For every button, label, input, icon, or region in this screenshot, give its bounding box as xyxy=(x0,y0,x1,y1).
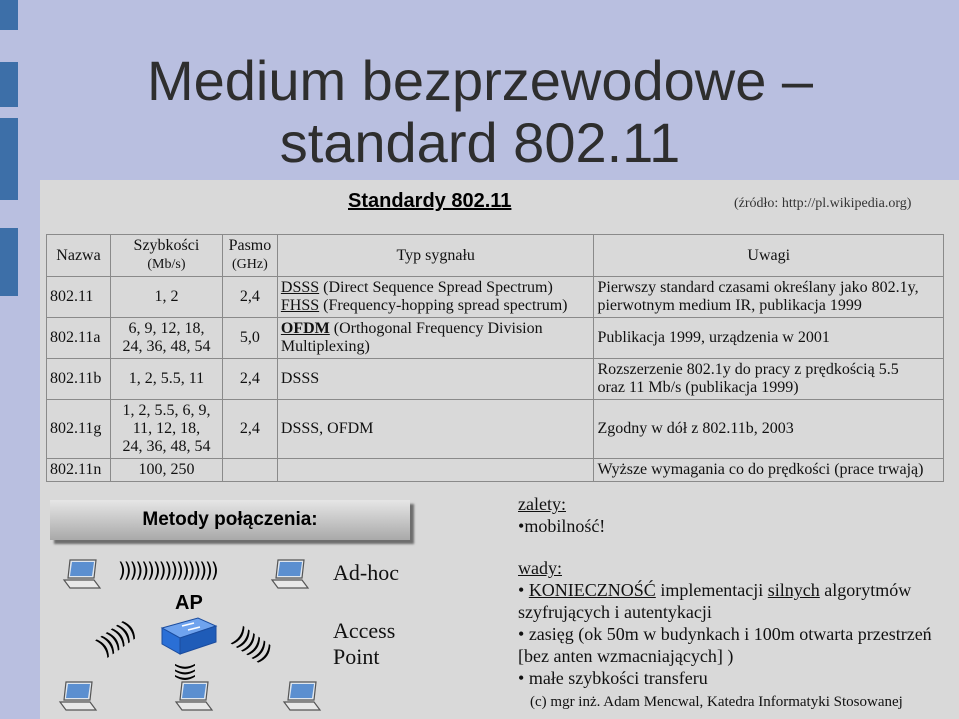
edge-bar-3 xyxy=(0,118,18,200)
speed-line: 24, 36, 48, 54 xyxy=(122,338,211,355)
laptop-icon xyxy=(58,680,98,714)
bullet-icon: • xyxy=(518,580,525,600)
cell-signal xyxy=(277,318,594,359)
list-item-continuation: szyfrujących i autentykacji xyxy=(518,602,712,622)
list-item-text: zasięg (ok 50m w budynkach i 100m otwarta przestrzeń xyxy=(524,624,932,644)
signal-abbr: OFDM xyxy=(280,320,330,337)
table-row xyxy=(47,459,944,482)
ap-waves-middle: ))) xyxy=(171,662,197,679)
speed-line: 1, 2, 5.5, 6, 9, xyxy=(122,402,211,419)
ap-waves-left: )))))) xyxy=(91,616,139,662)
header-notes: Uwagi xyxy=(594,235,944,277)
cell-band: 2,4 xyxy=(222,359,277,400)
speed-line: 11, 12, 18, xyxy=(132,420,201,437)
list-item xyxy=(518,667,932,689)
table-row xyxy=(47,318,944,359)
cell-speed xyxy=(110,400,222,459)
slide-title-line-2: standard 802.11 xyxy=(279,111,681,174)
table-header-row xyxy=(47,235,944,277)
edge-bar-1 xyxy=(0,0,18,30)
signal-text: Multiplexing) xyxy=(280,338,370,355)
note-line: oraz 11 Mb/s (publikacja 1999) xyxy=(597,379,799,396)
signal-text: (Frequency-hopping spread spectrum) xyxy=(319,297,568,314)
cell-speed: 1, 2, 5.5, 11 xyxy=(110,359,222,400)
cell-band: 2,4 xyxy=(222,400,277,459)
signal-abbr: FHSS xyxy=(280,297,320,314)
list-item xyxy=(518,515,605,537)
table-row xyxy=(47,359,944,400)
cell-name: 802.11b xyxy=(47,359,111,400)
adhoc-waves: ))))))))))))))))) xyxy=(118,558,217,582)
cell-name: 802.11g xyxy=(47,400,111,459)
mode-adhoc: Ad-hoc xyxy=(333,560,399,585)
header-signal: Typ sygnału xyxy=(277,235,594,277)
list-item-text: algorytmów xyxy=(819,580,912,600)
cell-band: 2,4 xyxy=(222,277,277,318)
table-row xyxy=(47,277,944,318)
advantages-block xyxy=(518,493,605,537)
disadvantages-block xyxy=(518,557,932,689)
header-speed-line-2: (Mb/s) xyxy=(147,257,186,272)
cell-notes: Zgodny w dół z 802.11b, 2003 xyxy=(594,400,944,459)
laptop-icon xyxy=(282,680,322,714)
cell-speed xyxy=(110,318,222,359)
signal-abbr: DSSS xyxy=(280,279,320,296)
cell-speed: 1, 2 xyxy=(110,277,222,318)
ap-waves-right: )))))) xyxy=(227,621,275,667)
list-item xyxy=(518,623,932,645)
cell-notes xyxy=(594,359,944,400)
cell-notes xyxy=(594,277,944,318)
list-item xyxy=(518,579,932,601)
list-item-emphasis: silnych xyxy=(767,580,820,600)
router-icon xyxy=(158,612,218,658)
note-line: pierwotnym medium IR, publikacja 1999 xyxy=(597,297,862,314)
mode-access-point xyxy=(333,618,395,670)
cell-speed: 100, 250 xyxy=(110,459,222,482)
header-band-line-2: (GHz) xyxy=(232,257,268,272)
bullet-icon: • xyxy=(518,516,525,536)
header-band xyxy=(222,235,277,277)
list-item-text: implementacji xyxy=(655,580,768,600)
cell-signal xyxy=(277,277,594,318)
mode-ap-line-2: Point xyxy=(333,644,380,669)
edge-bar-4 xyxy=(0,228,18,296)
slide-title xyxy=(40,50,920,174)
source-note: (źródło: http://pl.wikipedia.org) xyxy=(734,196,912,211)
laptop-icon xyxy=(174,680,214,714)
standards-table xyxy=(46,234,944,482)
list-item-text: mobilność! xyxy=(524,516,606,536)
advantages-heading: zalety: xyxy=(518,494,566,514)
header-band-line-1: Pasmo xyxy=(228,237,272,254)
signal-text: (Direct Sequence Spread Spectrum) xyxy=(319,279,553,296)
header-speed-line-1: Szybkości xyxy=(133,237,200,254)
laptop-icon xyxy=(62,558,102,592)
bullet-icon: • xyxy=(518,668,525,688)
header-name: Nazwa xyxy=(47,235,111,277)
note-line: Pierwszy standard czasami określany jako 802.1y, xyxy=(597,279,919,296)
cell-signal: DSSS xyxy=(277,359,594,400)
methods-label: Metody połączenia: xyxy=(50,500,410,540)
cell-name: 802.11n xyxy=(47,459,111,482)
list-item-text: małe szybkości transferu xyxy=(524,668,708,688)
list-item-emphasis: KONIECZNOŚĆ xyxy=(528,580,656,600)
mode-ap-line-1: Access xyxy=(333,618,396,643)
header-speed xyxy=(110,235,222,277)
panel-heading: Standardy 802.11 xyxy=(348,190,512,212)
disadvantages-heading: wady: xyxy=(518,558,562,578)
cell-notes: Publikacja 1999, urządzenia w 2001 xyxy=(594,318,944,359)
signal-text: (Orthogonal Frequency Division xyxy=(329,320,543,337)
slide-title-line-1: Medium bezprzewodowe – xyxy=(146,49,814,112)
cell-band: 5,0 xyxy=(222,318,277,359)
cell-signal xyxy=(277,459,594,482)
footer-credit: (c) mgr inż. Adam Mencwal, Katedra Informatyki Stosowanej xyxy=(530,694,903,710)
cell-signal: DSSS, OFDM xyxy=(277,400,594,459)
list-item-continuation: [bez anten wzmacniających] ) xyxy=(518,646,734,666)
cell-band xyxy=(222,459,277,482)
note-line: Rozszerzenie 802.1y do pracy z prędkością 5.5 xyxy=(597,361,899,378)
edge-bar-2 xyxy=(0,62,18,107)
laptop-icon xyxy=(270,558,310,592)
speed-line: 6, 9, 12, 18, xyxy=(128,320,205,337)
cell-notes: Wyższe wymagania co do prędkości (prace trwają) xyxy=(594,459,944,482)
cell-name: 802.11a xyxy=(47,318,111,359)
table-row xyxy=(47,400,944,459)
ap-label: AP xyxy=(175,592,203,614)
speed-line: 24, 36, 48, 54 xyxy=(122,438,211,455)
bullet-icon: • xyxy=(518,624,525,644)
cell-name: 802.11 xyxy=(47,277,111,318)
